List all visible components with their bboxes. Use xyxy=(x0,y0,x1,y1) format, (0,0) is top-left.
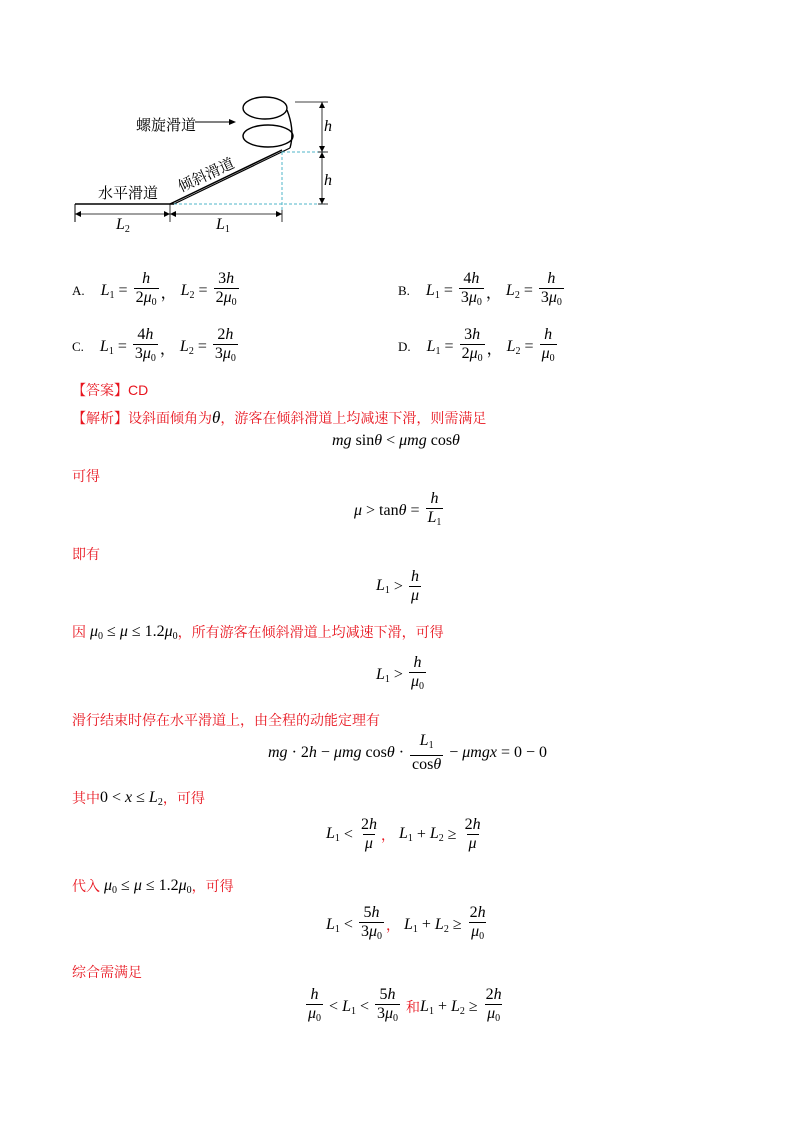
eq-6: $L_1$ < $\frac{2h}{\mu}$ ， $L_1$ + $L_2$ ≥ $\frac{2h}{\mu}$ xyxy=(326,816,481,852)
answer-line xyxy=(72,380,148,400)
analysis-bracket-label: 【解析】 xyxy=(72,411,128,427)
eq-1: mg sin θ < μmg cos θ xyxy=(332,432,460,449)
para-yin: 因 $\mu_0 \le \mu \le 1.2\mu_0$ ，所有游客在倾斜滑道上均减速下滑，可得 xyxy=(72,622,444,642)
figure xyxy=(70,92,350,242)
para-dairu: 代入 $\mu_0 \le \mu \le 1.2\mu_0$ ，可得 xyxy=(72,876,234,896)
eq-7: $L_1$ < $\frac{5h}{3\mu_0}$ ， $L_1$ + $L_2$ ≥ $\frac{2h}{\mu_0}$ xyxy=(326,904,490,946)
option-a[interactable]: A. $L_1$ = $\frac{h}{2\mu_0}$ ， $L_2$ = $\frac{3h}{2\mu_0}$ xyxy=(72,270,241,312)
para-zonghe: 综合需满足 xyxy=(72,965,142,981)
answer-bracket-label: 【答案】 xyxy=(72,383,128,399)
option-a-label: A. xyxy=(72,283,85,298)
option-b[interactable]: B. $L_1$ = $\frac{4h}{3\mu_0}$ ， $L_2$ = $\frac{h}{3\mu_0}$ xyxy=(398,270,566,312)
option-d[interactable]: D. $L_1$ = $\frac{3h}{2\mu_0}$ ， $L_2$ = $\frac{h}{\mu_0}$ xyxy=(398,326,559,368)
option-c[interactable]: C. $L_1$ = $\frac{4h}{3\mu_0}$ ， $L_2$ = $\frac{2h}{3\mu_0}$ xyxy=(72,326,240,368)
para-kede-1: 可得 xyxy=(72,469,100,485)
para-huaxing: 滑行结束时停在水平滑道上，由全程的动能定理有 xyxy=(72,713,380,729)
para-jiyou: 即有 xyxy=(72,547,100,563)
eq-8: $\frac{h}{\mu_0}$ < $L_1$ < $\frac{5h}{3\mu_0}$ 和 $L_1$ + $L_2$ ≥ $\frac{2h}{\mu_0}$ xyxy=(304,986,506,1028)
para-qizhong: 其中 $0 < x \le L_2$ ，可得 xyxy=(72,788,205,808)
L2-label: $L_2$ xyxy=(116,216,130,235)
analysis-intro: 【解析】设斜面倾角为θ，游客在倾斜滑道上均减速下滑，则需满足 xyxy=(72,408,487,427)
eq-3: $L_1$ > $\frac{h}{\mu}$ xyxy=(376,568,419,604)
eq-5: mg · 2 h − μmg cos θ · $\frac{L_1}{\cos\theta}$ − μmgx = 0 − 0 xyxy=(268,732,547,773)
h-upper-label: h xyxy=(324,118,332,135)
incline-label: 倾斜滑道 xyxy=(175,154,238,196)
option-d-label: D. xyxy=(398,339,411,354)
eq-4: $L_1$ > $\frac{h}{\mu_0}$ xyxy=(376,654,428,696)
option-c-label: C. xyxy=(72,339,84,354)
horizontal-label: 水平滑道 xyxy=(98,184,159,202)
eq-2: μ > tan θ = $\frac{h}{L_1}$ xyxy=(354,490,445,532)
option-b-label: B. xyxy=(398,283,410,298)
spiral-label: 螺旋滑道 xyxy=(136,116,197,134)
h-lower-label: h xyxy=(324,172,332,189)
he-connector: 和 xyxy=(406,1000,421,1016)
L1-label: $L_1$ xyxy=(216,216,230,235)
answer-value: CD xyxy=(128,382,149,398)
